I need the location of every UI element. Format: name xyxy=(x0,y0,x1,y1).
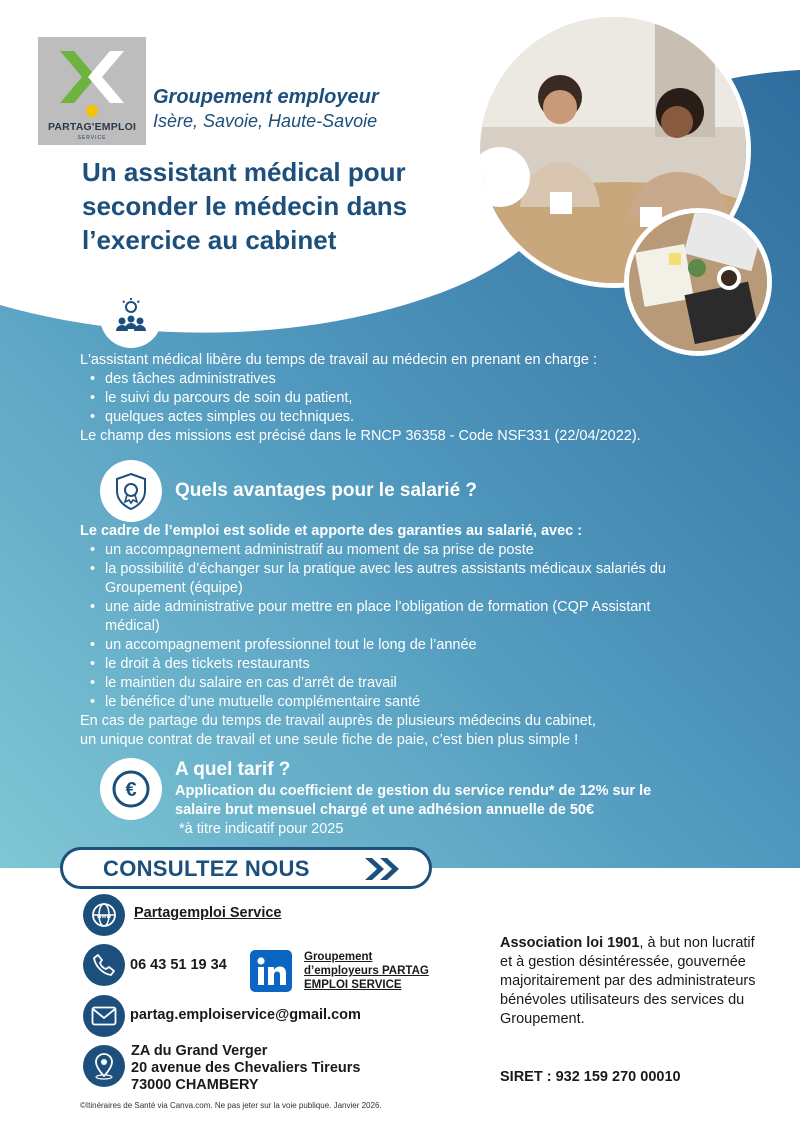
euro-icon xyxy=(111,769,151,809)
list-item: • des tâches administratives xyxy=(80,370,760,389)
logo-name: PARTAG'EMPLOI xyxy=(47,121,137,133)
phone-badge xyxy=(83,944,125,986)
avantages-outro: un unique contrat de travail et une seule fiche de paie, c’est bien plus simple ! xyxy=(80,732,579,748)
logo xyxy=(38,37,146,145)
double-chevron-right-icon xyxy=(363,856,403,882)
list-item: • la possibilité d’échanger sur la pratique avec les autres assistants médicaux salariés du Groupement (équipe) xyxy=(80,560,690,598)
list-item: • le droit à des tickets restaurants xyxy=(80,655,690,674)
list-item: • le suivi du parcours de soin du patient, xyxy=(80,389,760,408)
tarif-note: *à titre indicatif pour 2025 xyxy=(179,821,344,837)
consult-label: CONSULTEZ NOUS xyxy=(103,856,310,881)
desk-photo xyxy=(624,208,772,356)
logo-mark xyxy=(38,37,146,121)
phone-number[interactable]: 06 43 51 19 34 xyxy=(130,957,227,973)
address-line: ZA du Grand Verger xyxy=(131,1043,268,1059)
shield-icon xyxy=(111,471,151,511)
main-title-line: l’exercice au cabinet xyxy=(82,225,337,255)
address xyxy=(131,1043,360,1094)
list-item: • quelques actes simples ou techniques. xyxy=(80,408,760,427)
missions-title: Les missions xyxy=(175,305,296,326)
tarif-line: salaire brut mensuel chargé et une adhésion annuelle de 50€ xyxy=(175,802,595,818)
linkedin-link[interactable] xyxy=(304,950,429,992)
tarif-title: A quel tarif ? xyxy=(175,759,291,780)
siret: SIRET : 932 159 270 00010 xyxy=(500,1069,681,1085)
missions-body xyxy=(80,351,760,446)
svg-text:€: € xyxy=(125,779,137,801)
list-item: • un accompagnement administratif au moment de sa prise de poste xyxy=(80,541,690,560)
avantages-intro: Le cadre de l’emploi est solide et apporte des garanties au salarié, avec : xyxy=(80,523,583,539)
avantages-body xyxy=(80,522,760,750)
org-region: Isère, Savoie, Haute-Savoie xyxy=(153,111,378,131)
svg-text:www: www xyxy=(96,914,112,920)
missions-list xyxy=(80,370,760,427)
email-badge xyxy=(83,995,125,1037)
website-badge xyxy=(83,894,125,936)
list-item: • le bénéfice d’une mutuelle complémentaire santé xyxy=(80,693,690,712)
tarif-line: Application du coefficient de gestion du service rendu* de 12% sur le xyxy=(175,783,652,799)
association-desc: , à but non lucratif et à gestion désintéressée, gouvernée majoritairement par des administrateurs bénévoles utilisateurs des services du Groupement. xyxy=(500,935,756,1027)
list-item: • un accompagnement professionnel tout le long de l’année xyxy=(80,636,690,655)
footer-credit: ©Itinéraires de Santé via Canva.com. Ne pas jeter sur la voie publique. Janvier 2026. xyxy=(80,1101,382,1110)
tarif-body xyxy=(175,782,765,839)
avantages-icon-badge xyxy=(100,460,162,522)
phone-icon xyxy=(92,953,116,977)
association-bold: Association loi 1901 xyxy=(500,935,640,951)
envelope-icon xyxy=(91,1006,117,1026)
org-title: Groupement employeur xyxy=(153,86,379,108)
team-lightbulb-icon xyxy=(111,297,151,337)
address-line: 73000 CHAMBERY xyxy=(131,1077,259,1093)
linkedin-line: Groupement xyxy=(304,951,373,963)
main-title-line: Un assistant médical pour xyxy=(82,157,406,187)
linkedin-line: d’employeurs PARTAG xyxy=(304,965,429,977)
linkedin-line: EMPLOI SERVICE xyxy=(304,979,402,991)
missions-icon-badge xyxy=(100,286,162,348)
linkedin-icon[interactable] xyxy=(250,950,296,996)
list-item: • une aide administrative pour mettre en place l’obligation de formation (CQP Assistant médical) xyxy=(80,598,690,636)
tarif-icon-badge xyxy=(100,758,162,820)
missions-intro: L'assistant médical libère du temps de travail au médecin en prenant en charge : xyxy=(80,352,598,368)
email-address[interactable]: partag.emploiservice@gmail.com xyxy=(130,1007,361,1023)
missions-note: Le champ des missions est précisé dans le RNCP 36358 - Code NSF331 (22/04/2022). xyxy=(80,428,641,444)
logo-sub: SERVICE xyxy=(77,135,107,141)
association-text xyxy=(500,934,770,1029)
address-line: 20 avenue des Chevaliers Tireurs xyxy=(131,1060,361,1076)
avantages-outro: En cas de partage du temps de travail auprès de plusieurs médecins du cabinet, xyxy=(80,713,596,729)
avantages-title: Quels avantages pour le salarié ? xyxy=(175,480,478,501)
globe-icon xyxy=(90,901,118,929)
map-pin-icon xyxy=(92,1052,116,1080)
avantages-list xyxy=(80,541,690,712)
main-title xyxy=(82,155,482,257)
main-title-line: seconder le médecin dans xyxy=(82,191,408,221)
consult-button[interactable] xyxy=(60,847,432,889)
location-badge xyxy=(83,1045,125,1087)
list-item: • le maintien du salaire en cas d’arrêt de travail xyxy=(80,674,690,693)
website-link[interactable]: Partagemploi Service xyxy=(134,905,282,921)
